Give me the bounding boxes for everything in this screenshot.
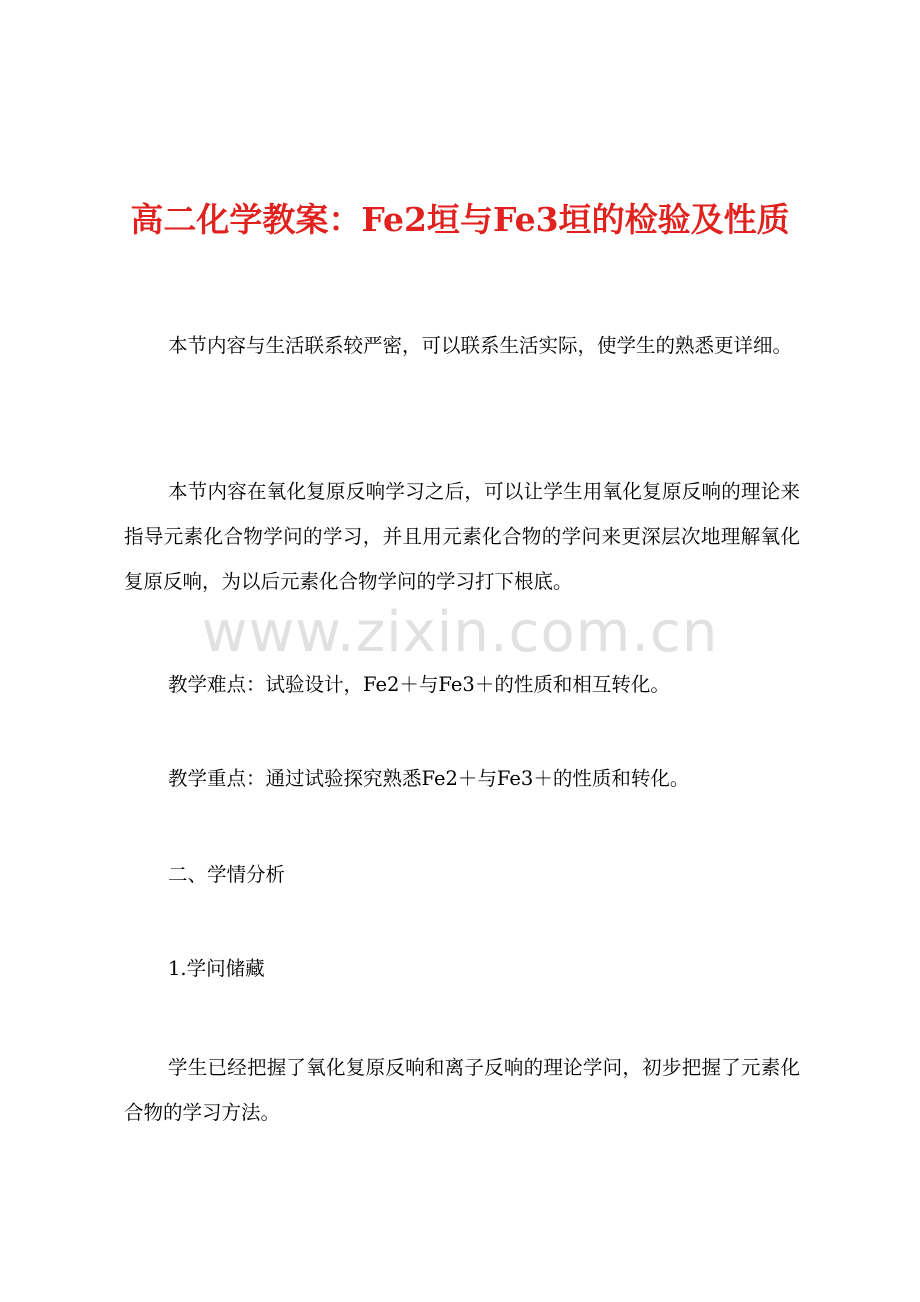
paragraph-context: 本节内容在氧化复原反响学习之后，可以让学生用氧化复原反响的理论来指导元素化合物学问的学习，并且用元素化合物的学问来更深层次地理解氧化复原反响，为以后元素化合物学问的学习打下根底。 [124,480,800,593]
paragraph-teaching-difficulty: 教学难点：试验设计，Fe2＋与Fe3＋的性质和相互转化。 [168,673,670,696]
watermark: www.zixin.com.cn [201,600,719,665]
paragraph-teaching-focus: 教学重点：通过试验探究熟悉Fe2＋与Fe3＋的性质和转化。 [168,767,690,790]
subsection-heading-knowledge: 1.学问储藏 [168,957,265,980]
paragraph-student-knowledge: 学生已经把握了氧化复原反响和离子反响的理论学问，初步把握了元素化合物的学习方法。 [124,1056,800,1124]
document-title: 高二化学教案：Fe2垣与Fe3垣的检验及性质 [130,200,790,239]
paragraph-intro: 本节内容与生活联系较严密，可以联系生活实际，使学生的熟悉更详细。 [168,334,793,357]
section-heading-student-analysis: 二、学情分析 [168,863,286,886]
